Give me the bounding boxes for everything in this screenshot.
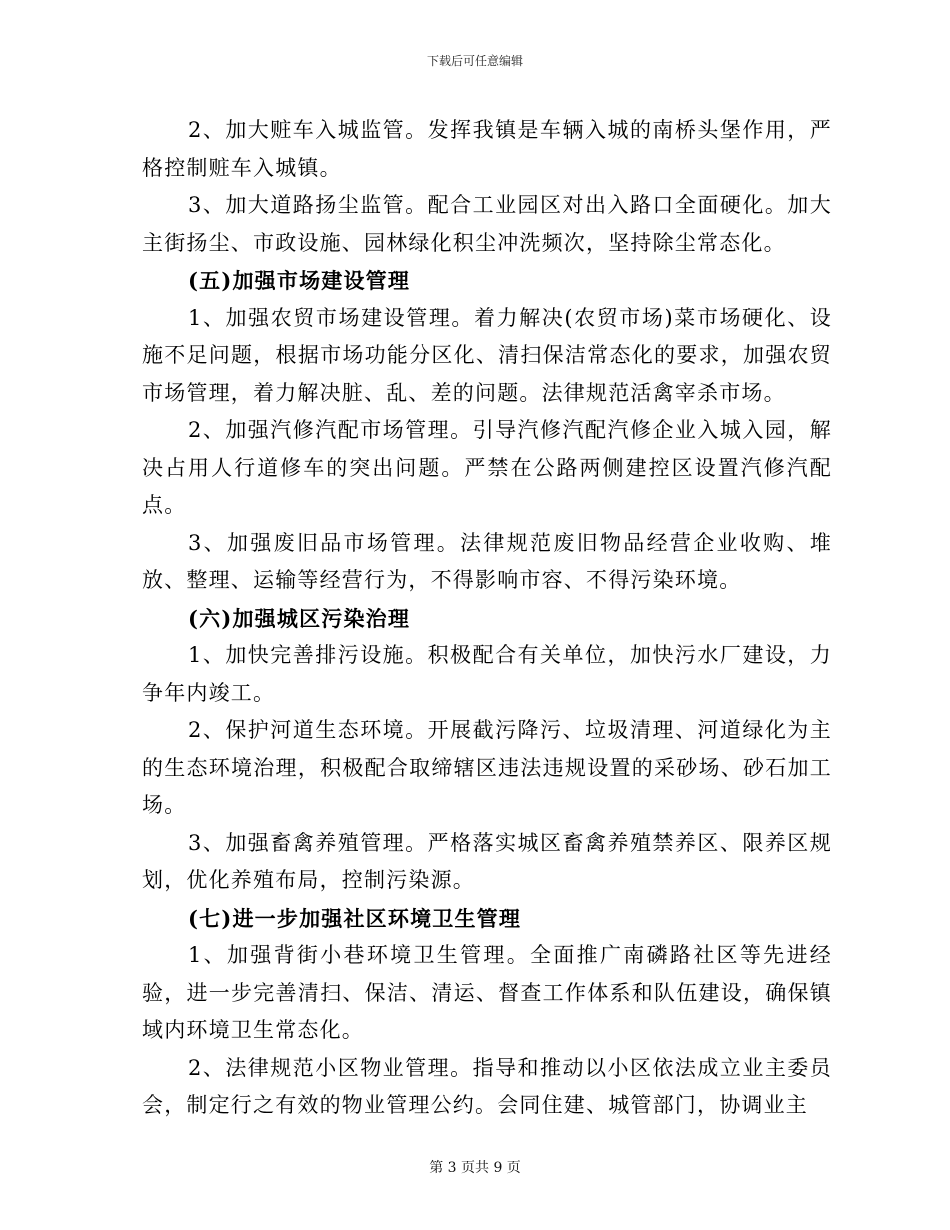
page-number: 第 3 页共 9 页 xyxy=(429,1160,521,1176)
paragraph: 2、加强汽修汽配市场管理。引导汽修汽配汽修企业入城入园，解决占用人行道修车的突出问题。严禁在公路两侧建控区设置汽修汽配点。 xyxy=(142,418,832,517)
paragraph: 1、加强背街小巷环境卫生管理。全面推广南磷路社区等先进经验，进一步完善清扫、保洁、清运、督查工作体系和队伍建设，确保镇域内环境卫生常态化。 xyxy=(142,943,832,1042)
paragraph: 2、保护河道生态环境。开展截污降污、垃圾清理、河道绿化为主的生态环境治理，积极配合取缔辖区违法违规设置的采砂场、砂石加工场。 xyxy=(142,718,832,817)
document-body xyxy=(142,112,832,1125)
paragraph: 3、加大道路扬尘监管。配合工业园区对出入路口全面硬化。加大主街扬尘、市政设施、园林绿化积尘冲洗频次，坚持除尘常态化。 xyxy=(142,193,832,255)
section-heading: (七)进一步加强社区环境卫生管理 xyxy=(188,905,522,931)
header-note: 下载后可任意编辑 xyxy=(426,54,523,68)
paragraph: 3、加强废旧品市场管理。法律规范废旧物品经营企业收购、堆放、整理、运输等经营行为，不得影响市容、不得污染环境。 xyxy=(142,530,832,592)
paragraph: 1、加快完善排污设施。积极配合有关单位，加快污水厂建设，力争年内竣工。 xyxy=(142,643,832,705)
section-heading: (六)加强城区污染治理 xyxy=(188,605,411,631)
paragraph: 2、加大赃车入城监管。发挥我镇是车辆入城的南桥头堡作用，严格控制赃车入城镇。 xyxy=(142,118,832,180)
section-heading: (五)加强市场建设管理 xyxy=(188,268,411,293)
paragraph: 1、加强农贸市场建设管理。着力解决(农贸市场)菜市场硬化、设施不足问题，根据市场功能分区化、清扫保洁常态化的要求，加强农贸市场管理，着力解决脏、乱、差的问题。法律规范活禽宰杀市场。 xyxy=(142,305,832,405)
paragraph: 2、法律规范小区物业管理。指导和推动以小区依法成立业主委员会，制定行之有效的物业管理公约。会同住建、城管部门，协调业主 xyxy=(142,1055,832,1117)
paragraph: 3、加强畜禽养殖管理。严格落实城区畜禽养殖禁养区、限养区规划，优化养殖布局，控制污染源。 xyxy=(142,830,832,892)
